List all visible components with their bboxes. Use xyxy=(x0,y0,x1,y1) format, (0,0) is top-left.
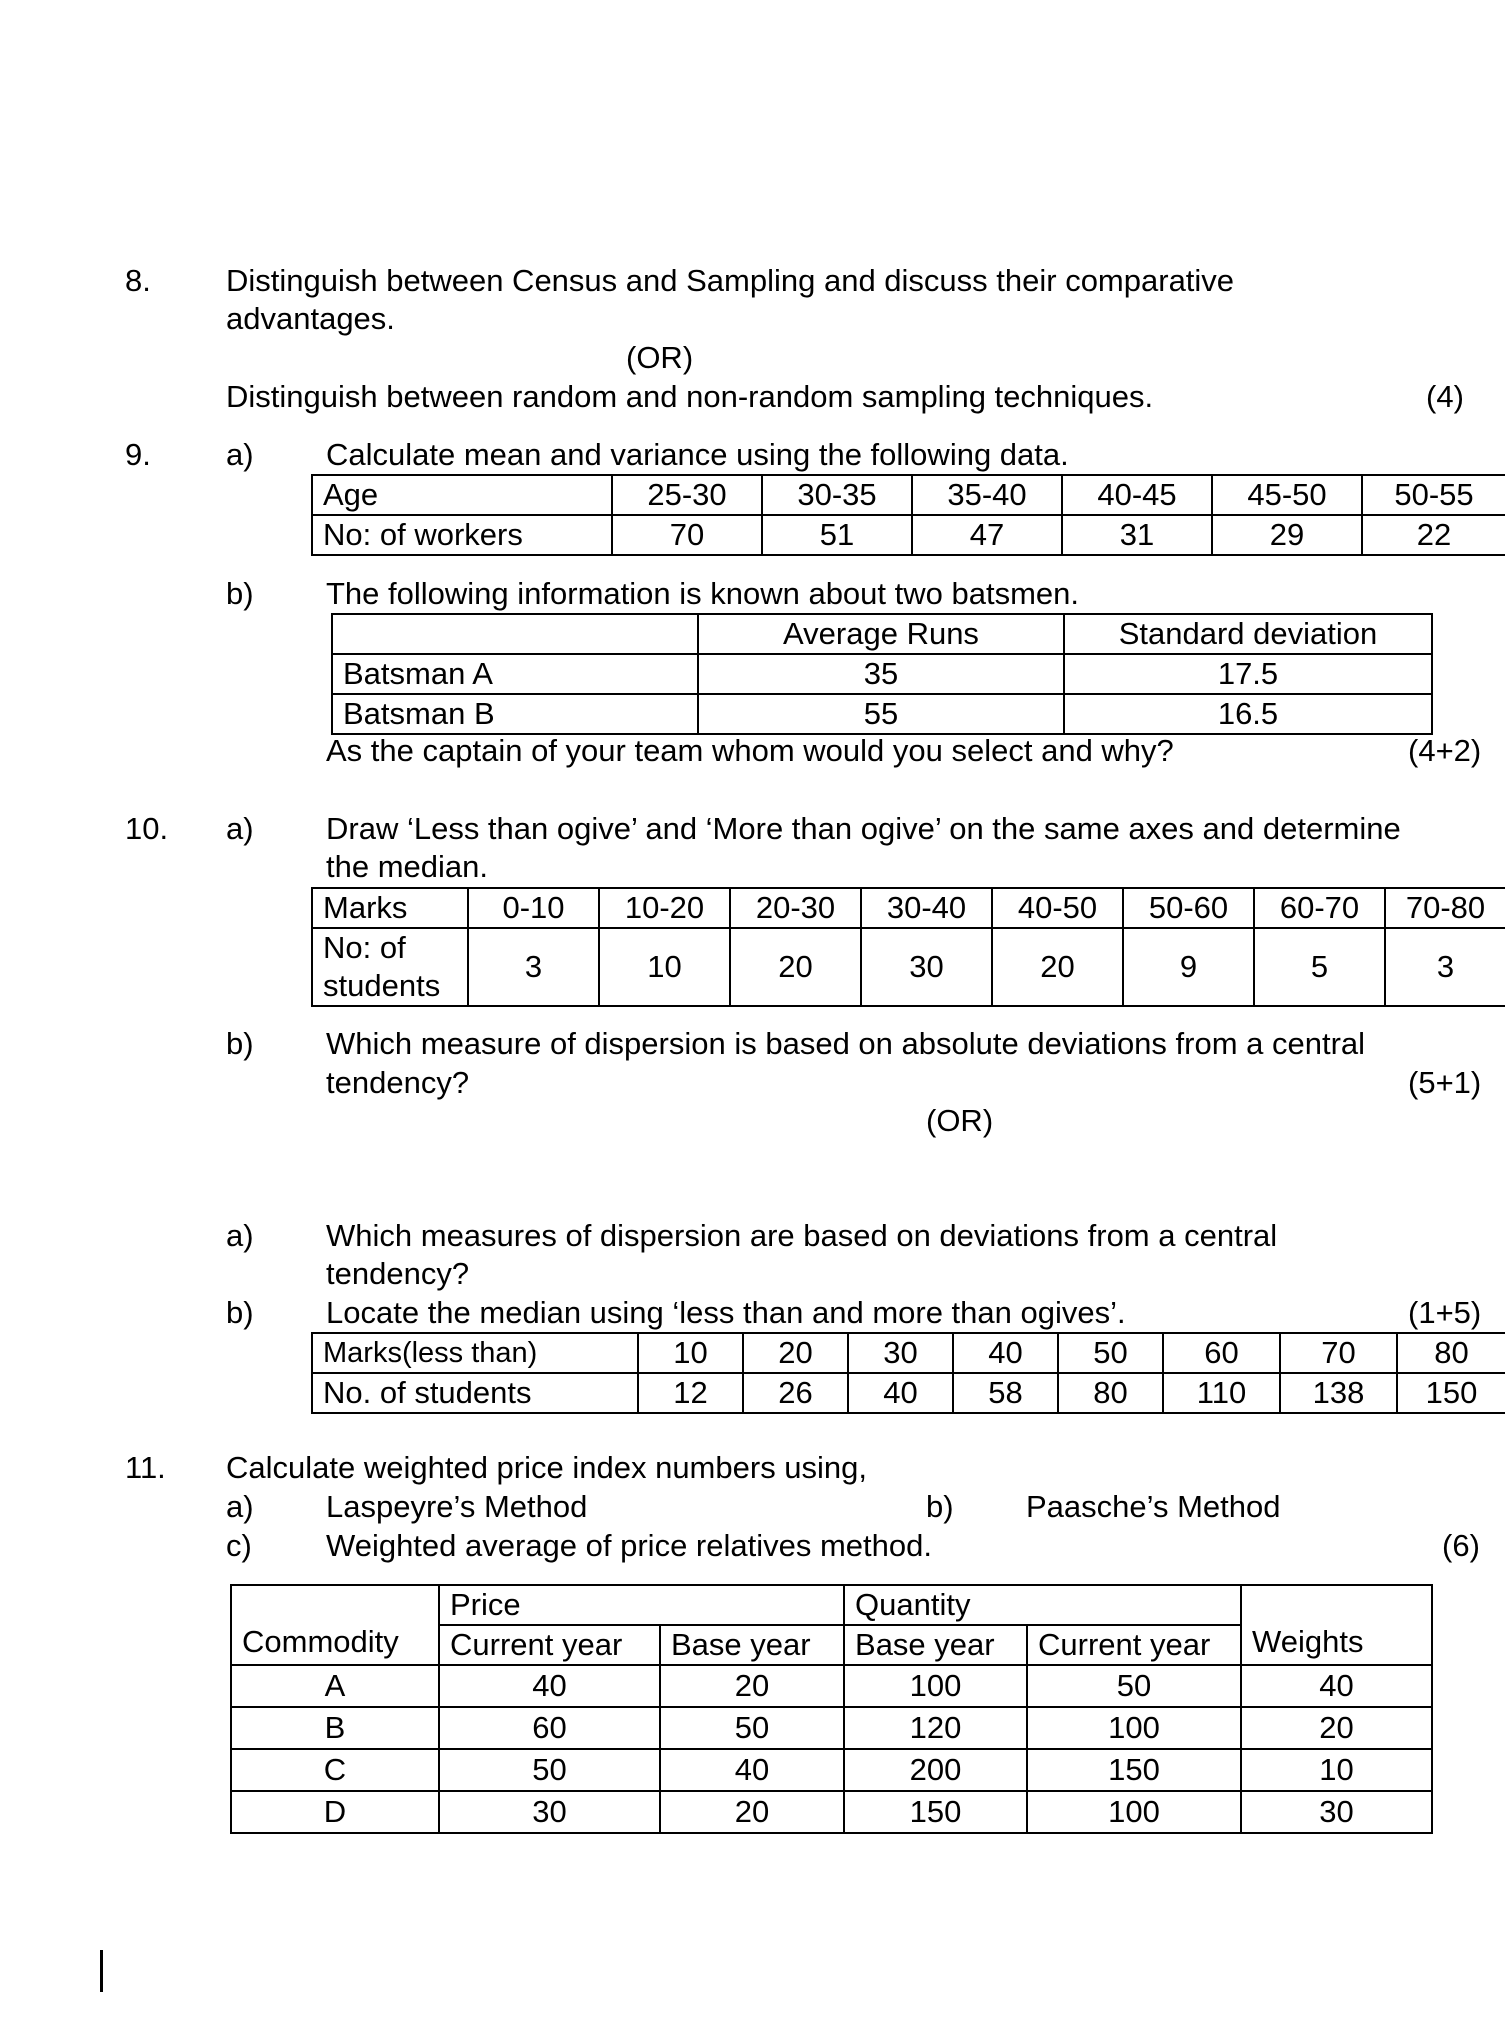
table-cell: Batsman A xyxy=(332,654,698,694)
table-cell: C xyxy=(231,1749,439,1791)
table-cell xyxy=(332,614,698,654)
table-cell: 25-30 xyxy=(612,475,762,515)
table-header: Quantity xyxy=(844,1585,1241,1625)
table-cell: 31 xyxy=(1062,515,1212,555)
question-text: Weighted average of price relatives method. xyxy=(326,1528,932,1563)
table-cell: 70 xyxy=(1280,1333,1397,1373)
question-text: The following information is known about two batsmen. xyxy=(326,576,1080,611)
question-text: the median. xyxy=(326,849,488,884)
marks: (1+5) xyxy=(1408,1295,1482,1330)
table-cell: 50-55 xyxy=(1362,475,1505,515)
table-cell: 10 xyxy=(599,928,730,1006)
table-cell: 45-50 xyxy=(1212,475,1362,515)
table-cell: 12 xyxy=(638,1373,743,1413)
table-cell: 22 xyxy=(1362,515,1505,555)
table-cell: 20 xyxy=(660,1665,844,1707)
table-cell: No. of students xyxy=(312,1373,638,1413)
marks: (4+2) xyxy=(1408,733,1482,768)
or-separator: (OR) xyxy=(626,340,694,375)
marks: (5+1) xyxy=(1408,1065,1482,1100)
table-cell: 51 xyxy=(762,515,912,555)
table-cell: 30 xyxy=(1241,1791,1432,1833)
table-cell: 200 xyxy=(844,1749,1027,1791)
table-cell: 60-70 xyxy=(1254,888,1385,928)
table-cell: Average Runs xyxy=(698,614,1064,654)
cumulative-marks-table xyxy=(311,1332,1505,1414)
question-number: 8. xyxy=(125,263,151,298)
table-cell: 150 xyxy=(1027,1749,1241,1791)
table-cell: No: of workers xyxy=(312,515,612,555)
table-cell: 110 xyxy=(1163,1373,1280,1413)
table-cell: 138 xyxy=(1280,1373,1397,1413)
question-number: 11. xyxy=(125,1450,166,1485)
question-text: Which measure of dispersion is based on absolute deviations from a central xyxy=(326,1026,1366,1061)
sub-label: b) xyxy=(226,1026,254,1061)
sub-label: a) xyxy=(226,1218,254,1253)
question-text: Which measures of dispersion are based on deviations from a central xyxy=(326,1218,1278,1253)
question-text: Locate the median using ‘less than and more than ogives’. xyxy=(326,1295,1126,1330)
table-cell: 20 xyxy=(1241,1707,1432,1749)
table-cell: 30 xyxy=(848,1333,953,1373)
table-header: Base year xyxy=(844,1625,1027,1665)
price-index-table xyxy=(230,1584,1433,1834)
table-cell: 20-30 xyxy=(730,888,861,928)
or-separator: (OR) xyxy=(926,1103,994,1138)
table-cell: 29 xyxy=(1212,515,1362,555)
table-cell: 3 xyxy=(1385,928,1505,1006)
table-cell: 40-45 xyxy=(1062,475,1212,515)
table-cell: 26 xyxy=(743,1373,848,1413)
table-cell: 17.5 xyxy=(1064,654,1432,694)
question-text: tendency? xyxy=(326,1256,470,1291)
question-text: Calculate weighted price index numbers using, xyxy=(226,1450,868,1485)
sub-label: c) xyxy=(226,1528,252,1563)
table-cell: Marks(less than) xyxy=(312,1333,638,1373)
table-cell: 20 xyxy=(660,1791,844,1833)
table-cell: A xyxy=(231,1665,439,1707)
table-cell: 10 xyxy=(1241,1749,1432,1791)
question-number: 9. xyxy=(125,437,151,472)
table-cell: 100 xyxy=(1027,1707,1241,1749)
question-text: As the captain of your team whom would you select and why? xyxy=(326,733,1174,768)
marks: (4) xyxy=(1426,379,1464,414)
question-text: Paasche’s Method xyxy=(1026,1489,1281,1524)
question-number: 10. xyxy=(125,811,169,846)
row-label: students xyxy=(323,968,441,1003)
batsmen-table xyxy=(331,613,1433,735)
table-cell: 40 xyxy=(953,1333,1058,1373)
table-cell: Age xyxy=(312,475,612,515)
table-cell: 20 xyxy=(992,928,1123,1006)
table-cell: 30-35 xyxy=(762,475,912,515)
table-cell: 3 xyxy=(468,928,599,1006)
table-cell: 30 xyxy=(439,1791,660,1833)
question-text: Distinguish between Census and Sampling and discuss their comparative xyxy=(226,263,1235,298)
table-header: Base year xyxy=(660,1625,844,1665)
table-cell: 0-10 xyxy=(468,888,599,928)
table-header: Commodity xyxy=(231,1585,439,1665)
table-header: Weights xyxy=(1241,1585,1432,1665)
question-text: advantages. xyxy=(226,301,395,336)
marks: (6) xyxy=(1442,1528,1480,1563)
table-cell: 40 xyxy=(848,1373,953,1413)
table-cell: 120 xyxy=(844,1707,1027,1749)
sub-label: a) xyxy=(226,437,254,472)
sub-label: a) xyxy=(226,1489,254,1524)
table-header: Price xyxy=(439,1585,844,1625)
table-cell: Standard deviation xyxy=(1064,614,1432,654)
table-cell: D xyxy=(231,1791,439,1833)
table-cell: 60 xyxy=(1163,1333,1280,1373)
sub-label: b) xyxy=(926,1489,954,1524)
table-cell: 10 xyxy=(638,1333,743,1373)
table-cell: 50 xyxy=(1027,1665,1241,1707)
sub-label: a) xyxy=(226,811,254,846)
table-cell: 50 xyxy=(439,1749,660,1791)
table-cell: 30-40 xyxy=(861,888,992,928)
table-cell: 50 xyxy=(660,1707,844,1749)
table-cell: 40 xyxy=(1241,1665,1432,1707)
table-cell: 55 xyxy=(698,694,1064,734)
question-text: Calculate mean and variance using the following data. xyxy=(326,437,1069,472)
table-cell: 50 xyxy=(1058,1333,1163,1373)
question-text: Draw ‘Less than ogive’ and ‘More than ogive’ on the same axes and determine xyxy=(326,811,1401,846)
table-cell: 10-20 xyxy=(599,888,730,928)
table-cell: 40-50 xyxy=(992,888,1123,928)
sub-label: b) xyxy=(226,1295,254,1330)
table-cell: 50-60 xyxy=(1123,888,1254,928)
table-header: Current year xyxy=(439,1625,660,1665)
table-header: Current year xyxy=(1027,1625,1241,1665)
table-cell: 9 xyxy=(1123,928,1254,1006)
table-cell: 150 xyxy=(844,1791,1027,1833)
table-cell: 58 xyxy=(953,1373,1058,1413)
table-cell: Batsman B xyxy=(332,694,698,734)
table-cell: 70 xyxy=(612,515,762,555)
table-cell: B xyxy=(231,1707,439,1749)
table-cell: 5 xyxy=(1254,928,1385,1006)
sub-label: b) xyxy=(226,576,254,611)
workers-age-table xyxy=(311,474,1505,556)
table-cell: 100 xyxy=(844,1665,1027,1707)
text-cursor xyxy=(100,1950,103,1992)
table-cell: 20 xyxy=(743,1333,848,1373)
question-text: Distinguish between random and non-random sampling techniques. xyxy=(226,379,1154,414)
table-cell: 40 xyxy=(660,1749,844,1791)
table-cell: 100 xyxy=(1027,1791,1241,1833)
table-cell: Marks xyxy=(312,888,468,928)
row-label: No: of xyxy=(323,930,406,965)
table-cell: 20 xyxy=(730,928,861,1006)
question-text: tendency? xyxy=(326,1065,470,1100)
marks-distribution-table xyxy=(311,887,1505,1007)
table-cell: 70-80 xyxy=(1385,888,1505,928)
table-cell: 16.5 xyxy=(1064,694,1432,734)
table-cell: 35-40 xyxy=(912,475,1062,515)
table-cell: 60 xyxy=(439,1707,660,1749)
table-cell: 30 xyxy=(861,928,992,1006)
table-cell: 40 xyxy=(439,1665,660,1707)
question-text: Laspeyre’s Method xyxy=(326,1489,588,1524)
table-cell: 80 xyxy=(1397,1333,1505,1373)
table-cell xyxy=(312,928,468,1006)
table-cell: 35 xyxy=(698,654,1064,694)
table-cell: 47 xyxy=(912,515,1062,555)
table-cell: 80 xyxy=(1058,1373,1163,1413)
table-cell: 150 xyxy=(1397,1373,1505,1413)
